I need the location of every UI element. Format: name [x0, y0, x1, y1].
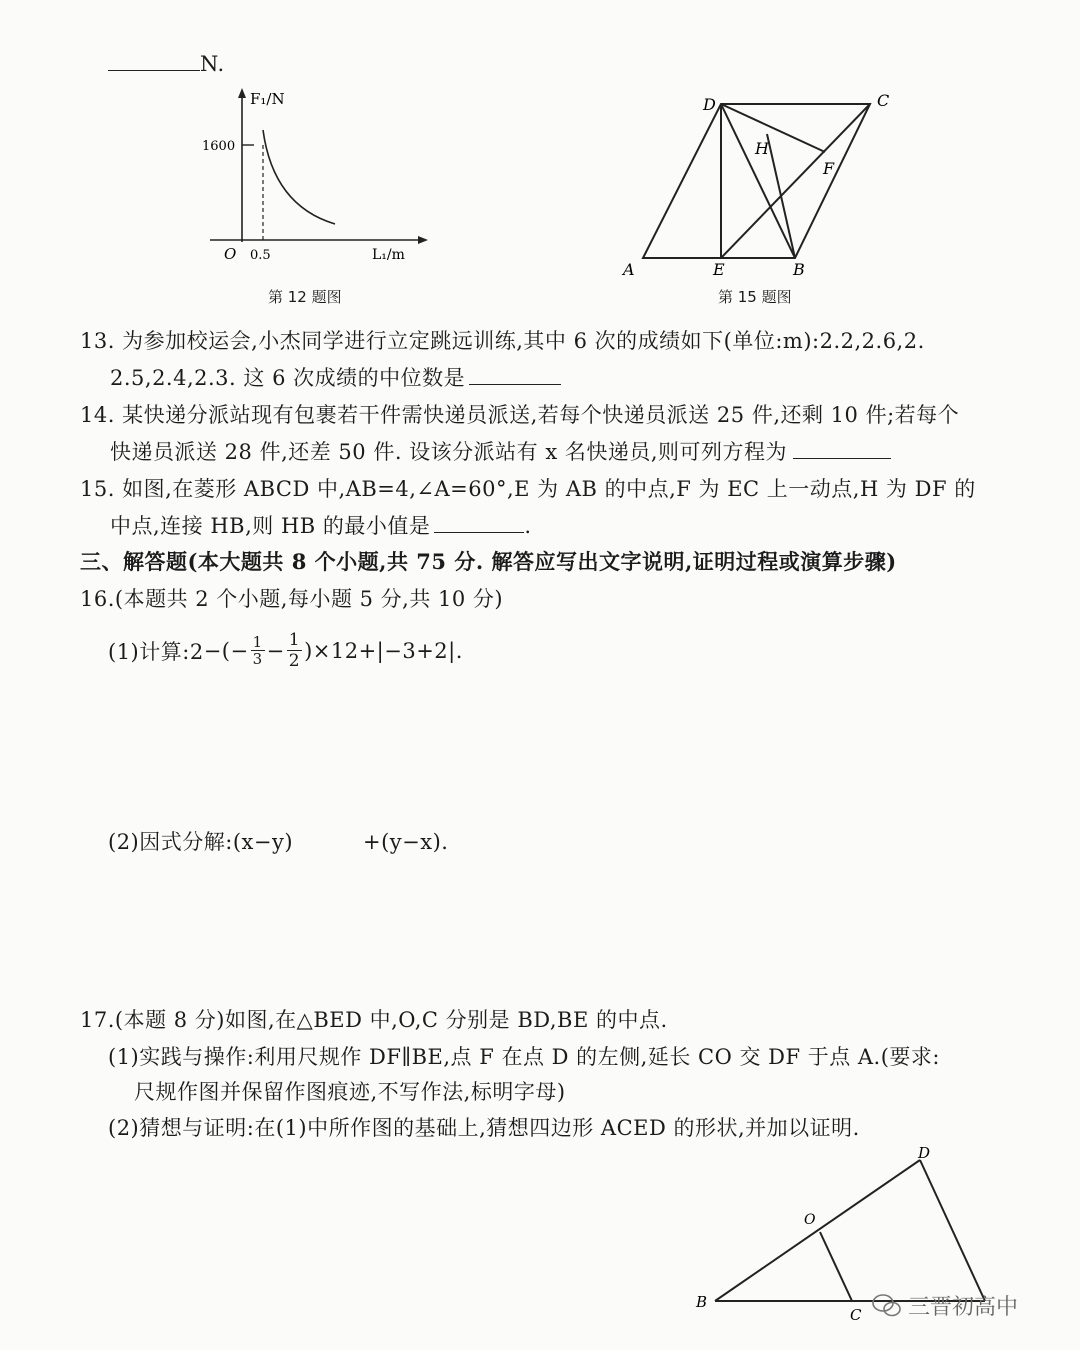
segment-oc: [820, 1232, 852, 1301]
label-d: D: [918, 1144, 931, 1162]
fraction-1: [251, 634, 265, 667]
fig12-caption: 第 12 题图: [268, 288, 342, 306]
q16-part2-tail: +(y−x).: [363, 830, 449, 854]
label-e: E: [713, 260, 725, 279]
q16-part1-suffix: )×12+|−3+2|.: [304, 638, 463, 663]
q13-line1: 13. 为参加校运会,小杰同学进行立定跳远训练,其中 6 次的成绩如下(单位:m):2.2,2.6,2.: [80, 329, 925, 353]
q14-line2: [110, 436, 891, 466]
minus-sign: −: [266, 638, 285, 663]
answer-blank: [108, 52, 200, 71]
fraction-2-denominator: 2: [288, 651, 301, 671]
segment-df: [721, 104, 825, 152]
watermark-text: 三晋初高中: [908, 1295, 1019, 1320]
q16-part1: [108, 630, 463, 671]
watermark: [872, 1290, 1018, 1321]
x-axis-label: L₁/m: [372, 247, 405, 263]
q13-line2: [110, 362, 561, 392]
q16-part1-mid: −(−: [203, 638, 249, 663]
y-tick-label: 1600: [202, 139, 236, 154]
top-fragment: [108, 52, 225, 76]
q17-header: 17.(本题 8 分)如图,在△BED 中,O,C 分别是 BD,BE 的中点.: [80, 1008, 668, 1032]
q17-part1-line1: (1)实践与操作:利用尺规作 DF∥BE,点 F 在点 D 的左侧,延长 CO 交 DF 于点 A.(要求:: [108, 1045, 941, 1069]
q14-text: 快递员派送 28 件,还差 50 件. 设该分派站有 x 名快递员,则可列方程为: [110, 440, 788, 464]
label-f: F: [823, 159, 835, 178]
y-axis-label: F₁/N: [250, 90, 285, 108]
q17-part1-line2: 尺规作图并保留作图痕迹,不写作法,标明字母): [134, 1080, 566, 1104]
segment-db: [721, 104, 795, 258]
label-a: A: [623, 260, 635, 279]
label-b: B: [696, 1293, 708, 1311]
q15-line2: [110, 510, 532, 540]
label-c: C: [850, 1306, 862, 1324]
q13-text: 2.5,2.4,2.3. 这 6 次成绩的中位数是: [110, 366, 466, 390]
segment-ec: [721, 104, 870, 258]
label-c: C: [877, 91, 890, 110]
unit-text: N.: [200, 52, 225, 76]
answer-blank: [469, 366, 561, 385]
segment-hb: [767, 134, 795, 258]
label-b: B: [793, 260, 805, 279]
x-tick-label: 0.5: [250, 248, 271, 263]
q15-period: .: [524, 514, 532, 538]
curve: [263, 130, 335, 224]
y-axis-arrow-icon: [238, 88, 246, 98]
fraction-1-numerator: 1: [252, 633, 263, 651]
fraction-1-denominator: 3: [252, 650, 263, 668]
label-h: H: [755, 139, 769, 158]
rhombus-abcd: [643, 104, 870, 258]
q16-part2: [108, 826, 448, 856]
answer-blank: [434, 514, 524, 533]
figure-15: [615, 88, 915, 288]
answer-blank: [793, 440, 891, 459]
q16-header: 16.(本题共 2 个小题,每小题 5 分,共 10 分): [80, 587, 504, 611]
segment-bd: [715, 1160, 920, 1301]
figure-12: [200, 82, 430, 272]
wechat-icon: [872, 1293, 902, 1319]
q14-line1: 14. 某快递分派站现有包裹若干件需快递员派送,若每个快递员派送 25 件,还剩 10 件;若每个: [80, 403, 960, 427]
q15-line1: 15. 如图,在菱形 ABCD 中,AB=4,∠A=60°,E 为 AB 的中点,F 为 EC 上一动点,H 为 DF 的: [80, 477, 976, 501]
label-d: D: [703, 95, 716, 114]
section-3-heading: 三、解答题(本大题共 8 个小题,共 75 分. 解答应写出文字说明,证明过程或演算步骤): [80, 549, 897, 574]
x-axis-arrow-icon: [418, 236, 428, 244]
q16-part1-prefix: (1)计算:2: [108, 639, 204, 664]
fraction-2: [287, 630, 302, 671]
q17-part2: (2)猜想与证明:在(1)中所作图的基础上,猜想四边形 ACED 的形状,并加以证明.: [108, 1116, 860, 1140]
q15-text: 中点,连接 HB,则 HB 的最小值是: [110, 514, 431, 538]
fraction-2-numerator: 1: [288, 630, 301, 650]
q16-part2-text: (2)因式分解:(x−y): [108, 830, 294, 854]
label-o: O: [804, 1212, 816, 1228]
origin-label: O: [224, 245, 237, 263]
fig15-caption: 第 15 题图: [718, 288, 792, 306]
segment-de: [920, 1160, 985, 1301]
